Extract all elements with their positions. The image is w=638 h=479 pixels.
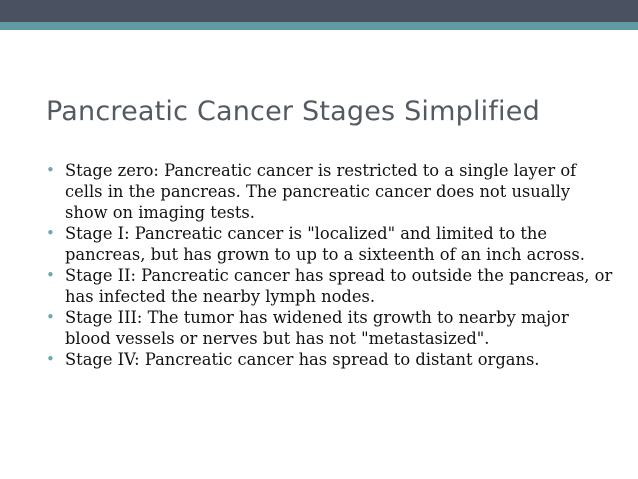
bullet-item-stage-3 <box>46 307 616 349</box>
bullet-dot-icon: • <box>46 161 55 179</box>
bullet-text: Stage zero: Pancreatic cancer is restricted to a single layer of cells in the pancreas. The pancreatic cancer does not usually show on imaging tests. <box>65 161 577 222</box>
bullet-dot-icon: • <box>46 308 55 326</box>
bullet-item-stage-zero <box>46 160 616 223</box>
bullet-item-stage-1 <box>46 223 616 265</box>
bullet-text: Stage II: Pancreatic cancer has spread to outside the pancreas, or has infected the nearby lymph nodes. <box>65 266 613 306</box>
slide-title: Pancreatic Cancer Stages Simplified <box>46 96 540 127</box>
bullet-dot-icon: • <box>46 350 55 368</box>
bullet-text: Stage III: The tumor has widened its growth to nearby major blood vessels or nerves but has not "metastasized". <box>65 308 569 348</box>
bullet-list <box>46 160 616 370</box>
top-header-bar <box>0 0 638 22</box>
bullet-dot-icon: • <box>46 224 55 242</box>
bullet-dot-icon: • <box>46 266 55 284</box>
bullet-text: Stage IV: Pancreatic cancer has spread to distant organs. <box>65 350 540 369</box>
bullet-item-stage-2 <box>46 265 616 307</box>
accent-stripe <box>0 22 638 30</box>
bullet-text: Stage I: Pancreatic cancer is "localized" and limited to the pancreas, but has grown to up to a sixteenth of an inch across. <box>65 224 585 264</box>
bullet-item-stage-4 <box>46 349 616 370</box>
